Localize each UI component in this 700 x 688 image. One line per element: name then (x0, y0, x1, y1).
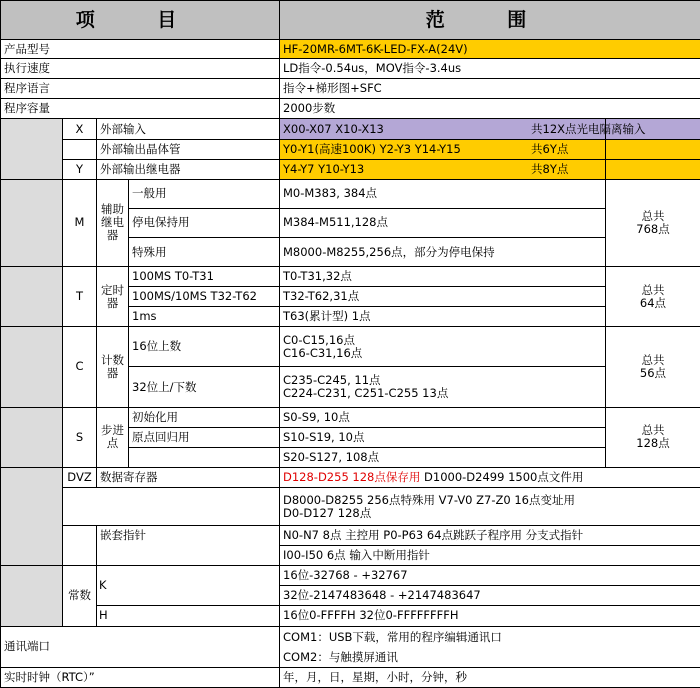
header-row (1, 1, 700, 40)
d-line-1: D128-D255 128点保存用 D1000-D2499 1500点文件用 (280, 467, 700, 487)
const-group-label: 常数 (63, 566, 97, 626)
c-group-label: 计数器 (97, 327, 129, 407)
t-group-spacer (1, 267, 63, 327)
model-label: 产品型号 (1, 40, 280, 59)
m-general-label: 一般用 (129, 179, 280, 208)
t-1-range: T0-T31,32点 (280, 267, 606, 287)
c-total: 总共56点 (606, 327, 700, 407)
c-2-range: C235-C245, 11点 C224-C231, C251-C255 13点 (280, 367, 606, 407)
const-k-label: K (97, 566, 280, 606)
c-2-label: 32位上/下数 (129, 367, 280, 407)
t-3-label: 1ms (129, 307, 280, 327)
speed-label: 执行速度 (1, 59, 280, 79)
rtc-label: 实时时钟（RTC）” (1, 667, 280, 687)
lang-value: 指令+梯形图+SFC (280, 79, 700, 99)
y-relay-note: 共8Y点 (606, 159, 700, 179)
row-m-general (1, 179, 700, 208)
const-h-label: H (97, 606, 280, 626)
d-line-2: D8000-D8255 256点特殊用 V7-V0 Z7-Z0 16点变址用 D0-D127 128点 (280, 487, 700, 525)
capacity-value: 2000步数 (280, 99, 700, 119)
d-blank (63, 487, 280, 525)
s-group-label: 步进点 (97, 407, 129, 467)
row-x-input (1, 119, 700, 139)
t-group-label: 定时器 (97, 267, 129, 327)
row-d-2 (1, 487, 700, 525)
const-group-spacer (1, 566, 63, 626)
capacity-label: 程序容量 (1, 99, 280, 119)
io-group-spacer (1, 119, 63, 179)
nest-label: 嵌套指针 (97, 526, 280, 566)
row-d-1 (1, 467, 700, 487)
s-2-range: S10-S19, 10点 (280, 427, 606, 447)
header-range: 范 围 (280, 1, 700, 40)
y-relay-code: Y (63, 159, 97, 179)
row-y-transistor (1, 139, 700, 159)
row-model (1, 40, 700, 59)
s-code: S (63, 407, 97, 467)
s-group-spacer (1, 407, 63, 467)
model-value: HF-20MR-6MT-6K-LED-FX-A(24V) (280, 40, 700, 59)
row-speed (1, 59, 700, 79)
y-transistor-code (63, 139, 97, 159)
nest-line-2: I00-I50 6点 输入中断用指针 (280, 546, 700, 566)
m-special-range: M8000-M8255,256点，部分为停电保持 (280, 237, 606, 266)
const-h-range: 16位0-FFFFH 32位0-FFFFFFFFH (280, 606, 700, 626)
m-code: M (63, 179, 97, 266)
m-group-spacer (1, 179, 63, 266)
x-code: X (63, 119, 97, 139)
nest-code (63, 526, 97, 566)
s-2-label: 原点回归用 (129, 427, 280, 447)
const-k-range-2: 32位-2147483648 - +2147483647 (280, 586, 700, 606)
y-transistor-note: 共6Y点 (606, 139, 700, 159)
m-special-label: 特殊用 (129, 237, 280, 266)
m-hold-label: 停电保持用 (129, 208, 280, 237)
rtc-value: 年，月，日，星期，小时，分钟，秒 (280, 667, 700, 687)
const-k-range-1: 16位-32768 - +32767 (280, 566, 700, 586)
y-transistor-label: 外部输出晶体管 (97, 139, 280, 159)
row-s-1 (1, 407, 700, 427)
row-const-k1 (1, 566, 700, 586)
y-relay-label: 外部输出继电器 (97, 159, 280, 179)
c-1-label: 16位上数 (129, 327, 280, 367)
s-3-range: S20-S127, 108点 (280, 447, 606, 467)
lang-label: 程序语言 (1, 79, 280, 99)
nest-line-1: N0-N7 8点 主控用 P0-P63 64点跳跃子程序用 分支式指针 (280, 526, 700, 546)
speed-value: LD指令-0.54us，MOV指令-3.4us (280, 59, 700, 79)
row-nest-1 (1, 526, 700, 546)
row-c-1 (1, 327, 700, 367)
t-2-range: T32-T62,31点 (280, 287, 606, 307)
row-t-1 (1, 267, 700, 287)
x-range: X00-X07 X10-X13 (280, 119, 606, 139)
row-const-h (1, 606, 700, 626)
s-1-label: 初始化用 (129, 407, 280, 427)
comm-label: 通讯端口 (1, 626, 280, 667)
d-code: DVZ (63, 467, 97, 487)
row-y-relay (1, 159, 700, 179)
c-group-spacer (1, 327, 63, 407)
c-code: C (63, 327, 97, 407)
t-1-label: 100MS T0-T31 (129, 267, 280, 287)
m-hold-range: M384-M511,128点 (280, 208, 606, 237)
x-note: 共12X点光电隔离输入 (606, 119, 700, 139)
s-1-range: S0-S9, 10点 (280, 407, 606, 427)
c-1-range: C0-C15,16点 C16-C31,16点 (280, 327, 606, 367)
row-lang (1, 79, 700, 99)
x-label: 外部输入 (97, 119, 280, 139)
row-comm (1, 626, 700, 667)
m-general-range: M0-M383, 384点 (280, 179, 606, 208)
y-transistor-range: Y0-Y1(高速100K) Y2-Y3 Y14-Y15 (280, 139, 606, 159)
row-rtc (1, 667, 700, 687)
t-3-range: T63(累计型) 1点 (280, 307, 606, 327)
t-total: 总共64点 (606, 267, 700, 327)
d-group-spacer (1, 467, 63, 565)
comm-value: COM1：USB下载，常用的程序编辑通讯口 COM2：与触摸屏通讯 (280, 626, 700, 667)
t-2-label: 100MS/10MS T32-T62 (129, 287, 280, 307)
header-item: 项 目 (1, 1, 280, 40)
m-group-label: 辅助继电器 (97, 179, 129, 266)
y-relay-range: Y4-Y7 Y10-Y13 (280, 159, 606, 179)
t-code: T (63, 267, 97, 327)
m-total: 总共768点 (606, 179, 700, 266)
s-total: 总共128点 (606, 407, 700, 467)
s-3-label (129, 447, 280, 467)
row-capacity (1, 99, 700, 119)
d-label: 数据寄存器 (97, 467, 280, 487)
